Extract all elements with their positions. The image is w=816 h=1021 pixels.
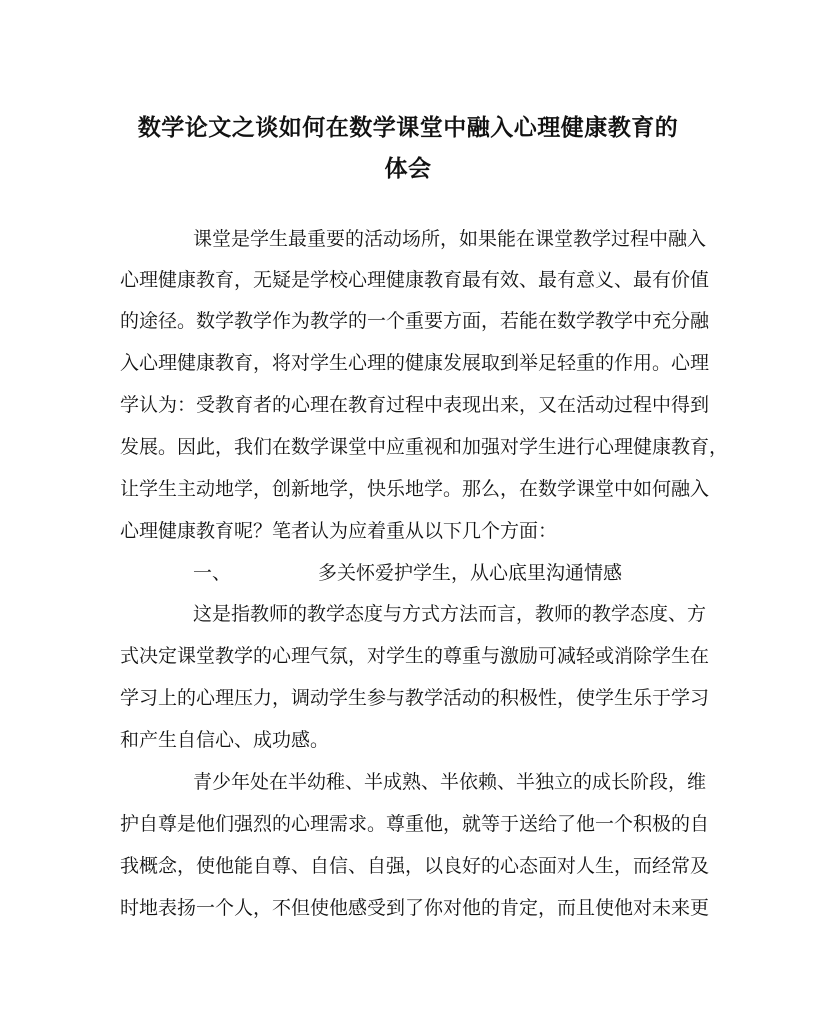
paragraph-1-line-5: 学认为：受教育者的心理在教育过程中表现出来，又在活动过程中得到 xyxy=(120,394,710,416)
document-title-line-2: 体会 xyxy=(384,155,432,182)
paragraph-1-line-2: 心理健康教育，无疑是学校心理健康教育最有效、最有意义、最有价值 xyxy=(120,269,710,291)
paragraph-1-line-4: 入心理健康教育，将对学生心理的健康发展取到举足轻重的作用。心理 xyxy=(120,352,710,374)
paragraph-3-line-3: 我概念，使他能自尊、自信、自强，以良好的心态面对人生，而经常及 xyxy=(120,855,710,877)
document-title-line-1: 数学论文之谈如何在数学课堂中融入心理健康教育的 xyxy=(137,114,679,141)
paragraph-3-line-1: 青少年处在半幼稚、半成熟、半依赖、半独立的成长阶段，维 xyxy=(193,771,707,793)
paragraph-2-line-3: 学习上的心理压力，调动学生参与教学活动的积极性，使学生乐于学习 xyxy=(120,687,710,709)
paragraph-1-line-8: 心理健康教育呢？笔者认为应着重从以下几个方面： xyxy=(120,520,558,542)
paragraph-2-line-4: 和产生自信心、成功感。 xyxy=(120,729,330,751)
paragraph-1-line-6: 发展。因此，我们在数学课堂中应重视和加强对学生进行心理健康教育， xyxy=(120,436,729,458)
paragraph-1-line-7: 让学生主动地学，创新地学，快乐地学。那么，在数学课堂中如何融入 xyxy=(120,478,710,500)
paragraph-2-line-1: 这是指教师的教学态度与方式方法而言，教师的教学态度、方 xyxy=(193,603,707,625)
paragraph-1-line-3: 的途径。数学教学作为教学的一个重要方面，若能在数学教学中充分融 xyxy=(120,310,710,332)
section-1-heading: 多关怀爱护学生，从心底里沟通情感 xyxy=(318,562,623,584)
section-1-number: 一、 xyxy=(193,562,232,584)
paragraph-3-line-4: 时地表扬一个人，不但使他感受到了你对他的肯定，而且使他对未来更 xyxy=(120,897,710,919)
paragraph-3-line-2: 护自尊是他们强烈的心理需求。尊重他，就等于送给了他一个积极的自 xyxy=(120,813,710,835)
paragraph-2-line-2: 式决定课堂教学的心理气氛，对学生的尊重与激励可减轻或消除学生在 xyxy=(120,645,710,667)
paragraph-1-line-1: 课堂是学生最重要的活动场所，如果能在课堂教学过程中融入 xyxy=(193,228,707,250)
